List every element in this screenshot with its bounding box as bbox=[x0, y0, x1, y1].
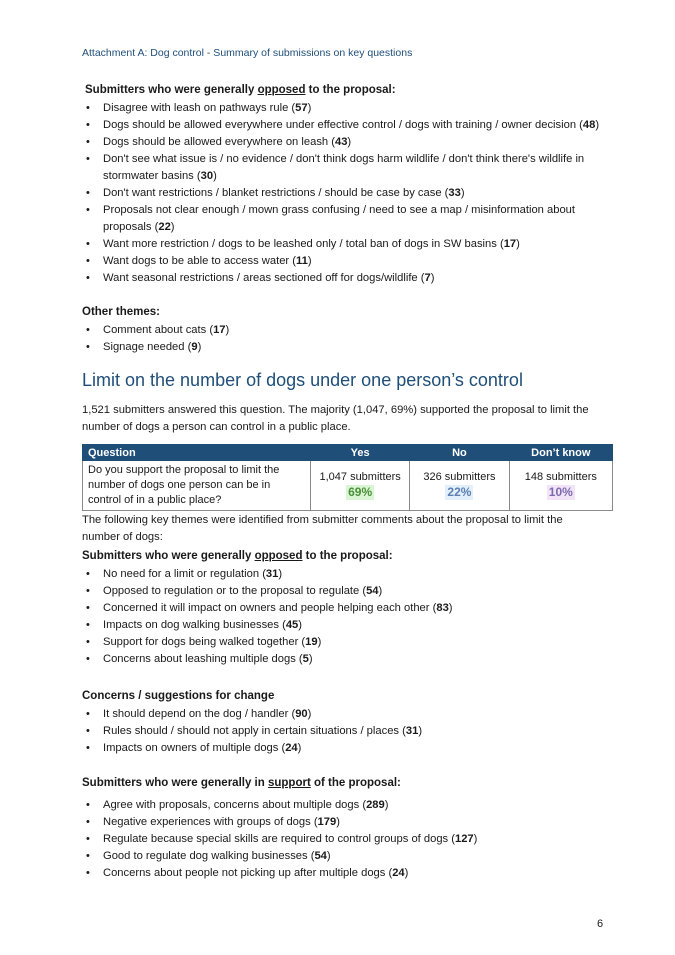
list-item: • Support for dogs being walked together (19) bbox=[82, 634, 453, 651]
bullet-icon: • bbox=[86, 119, 90, 131]
list-item: • Want seasonal restrictions / areas sectioned off for dogs/wildlife (7) bbox=[82, 270, 599, 287]
heading-underlined-text: opposed bbox=[257, 84, 306, 96]
bullet-icon: • bbox=[86, 708, 90, 720]
bullet-icon: • bbox=[86, 585, 90, 597]
list-item: • Impacts on dog walking businesses (45) bbox=[82, 617, 453, 634]
concerns-list bbox=[82, 706, 422, 757]
other-themes-heading: Other themes: bbox=[82, 306, 160, 318]
page-header: Attachment A: Dog control - Summary of submissions on key questions bbox=[82, 47, 413, 59]
list-item: • Rules should / should not apply in certain situations / places (31) bbox=[82, 723, 422, 740]
bullet-icon: • bbox=[86, 850, 90, 862]
list-item: • Proposals not clear enough / mown grass confusing / need to see a map / misinformation about proposals (22) bbox=[86, 204, 576, 233]
list-item: • Agree with proposals, concerns about multiple dogs (289) bbox=[82, 797, 477, 814]
list-item: • Regulate because special skills are required to control groups of dogs (127) bbox=[82, 831, 477, 848]
heading-underlined-text: support bbox=[267, 777, 311, 789]
column-header-question: Question bbox=[83, 445, 311, 461]
list-item: • Concerns about leashing multiple dogs (5) bbox=[82, 651, 453, 668]
list-item: • Concerns about people not picking up after multiple dogs (24) bbox=[82, 865, 477, 882]
opposed-list-2 bbox=[82, 566, 453, 668]
bullet-icon: • bbox=[86, 833, 90, 845]
support-heading bbox=[82, 777, 401, 789]
bullet-icon: • bbox=[86, 742, 90, 754]
bullet-icon: • bbox=[86, 136, 90, 148]
no-count: 326 submitters bbox=[423, 471, 496, 483]
opposed-list-1 bbox=[82, 100, 599, 287]
bullet-icon: • bbox=[86, 204, 90, 216]
heading-underlined-text: opposed bbox=[254, 550, 303, 562]
bullet-icon: • bbox=[86, 867, 90, 879]
heading-text: to the proposal: bbox=[305, 84, 396, 96]
no-percent: 22% bbox=[447, 485, 472, 499]
list-item: • Don't want restrictions / blanket restrictions / should be case by case (33) bbox=[82, 185, 599, 202]
list-item: • Dogs should be allowed everywhere under effective control / dogs with training / owner decision (48) bbox=[82, 117, 599, 134]
heading-text: to the proposal: bbox=[302, 550, 393, 562]
question-cell: Do you support the proposal to limit the number of dogs one person can be in control of in a public place? bbox=[83, 461, 311, 511]
bullet-icon: • bbox=[86, 799, 90, 811]
opposed-heading-2 bbox=[82, 550, 393, 562]
yes-cell bbox=[311, 461, 410, 511]
list-item: • Don't see what issue is / no evidence / don't think dogs harm wildlife / don't think there's wildlife in stormwater basins (30) bbox=[86, 153, 585, 182]
list-item: • Want more restriction / dogs to be leashed only / total ban of dogs in SW basins (17) bbox=[82, 236, 599, 253]
dontknow-count: 148 submitters bbox=[524, 471, 597, 483]
list-item: • Comment about cats (17) bbox=[82, 322, 229, 339]
list-item: • Disagree with leash on pathways rule (57) bbox=[82, 100, 599, 117]
bullet-icon: • bbox=[86, 272, 90, 284]
bullet-icon: • bbox=[86, 653, 90, 665]
page-number: 6 bbox=[597, 918, 604, 930]
bullet-icon: • bbox=[86, 238, 90, 250]
column-header-yes: Yes bbox=[311, 445, 410, 461]
list-item: • Signage needed (9) bbox=[82, 339, 229, 356]
list-item: • No need for a limit or regulation (31) bbox=[82, 566, 453, 583]
list-item: • Dogs should be allowed everywhere on leash (43) bbox=[82, 134, 599, 151]
bullet-icon: • bbox=[86, 619, 90, 631]
section-title: Limit on the number of dogs under one person’s control bbox=[82, 370, 523, 390]
list-item: • Negative experiences with groups of dogs (179) bbox=[82, 814, 477, 831]
bullet-icon: • bbox=[86, 341, 90, 353]
bullet-icon: • bbox=[86, 725, 90, 737]
bullet-icon: • bbox=[86, 324, 90, 336]
bullet-icon: • bbox=[86, 568, 90, 580]
bullet-icon: • bbox=[86, 153, 90, 165]
concerns-heading: Concerns / suggestions for change bbox=[82, 690, 275, 702]
intro-paragraph: 1,521 submitters answered this question. The majority (1,047, 69%) supported the proposal to limit the number of dogs a person can control in a public place. bbox=[82, 404, 589, 433]
dontknow-cell bbox=[509, 461, 612, 511]
bullet-icon: • bbox=[86, 102, 90, 114]
bullet-icon: • bbox=[86, 816, 90, 828]
yes-percent: 69% bbox=[348, 485, 373, 499]
dontknow-percent: 10% bbox=[548, 485, 573, 499]
heading-text: Submitters who were generally in bbox=[82, 777, 268, 789]
other-themes-list bbox=[82, 322, 229, 356]
list-item: • Opposed to regulation or to the proposal to regulate (54) bbox=[82, 583, 453, 600]
column-header-dontknow: Don’t know bbox=[509, 445, 612, 461]
bullet-icon: • bbox=[86, 636, 90, 648]
bullet-icon: • bbox=[86, 602, 90, 614]
list-item: • Want dogs to be able to access water (11) bbox=[82, 253, 599, 270]
table-header-row bbox=[83, 445, 613, 461]
list-item: • Impacts on owners of multiple dogs (24) bbox=[82, 740, 422, 757]
list-item: • Concerned it will impact on owners and people helping each other (83) bbox=[82, 600, 453, 617]
results-table bbox=[82, 444, 613, 511]
bullet-icon: • bbox=[86, 187, 90, 199]
column-header-no: No bbox=[410, 445, 509, 461]
heading-text: Submitters who were generally bbox=[85, 84, 258, 96]
list-item: • It should depend on the dog / handler (90) bbox=[82, 706, 422, 723]
no-cell bbox=[410, 461, 509, 511]
yes-count: 1,047 submitters bbox=[319, 471, 401, 483]
themes-intro-paragraph: The following key themes were identified from submitter comments about the proposal to limit the number of dogs: bbox=[82, 514, 563, 543]
heading-text: of the proposal: bbox=[310, 777, 401, 789]
bullet-icon: • bbox=[86, 255, 90, 267]
opposed-heading-1 bbox=[85, 84, 396, 96]
support-list bbox=[82, 797, 477, 882]
list-item: • Good to regulate dog walking businesses (54) bbox=[82, 848, 477, 865]
table-row bbox=[83, 461, 613, 511]
heading-text: Submitters who were generally bbox=[82, 550, 255, 562]
